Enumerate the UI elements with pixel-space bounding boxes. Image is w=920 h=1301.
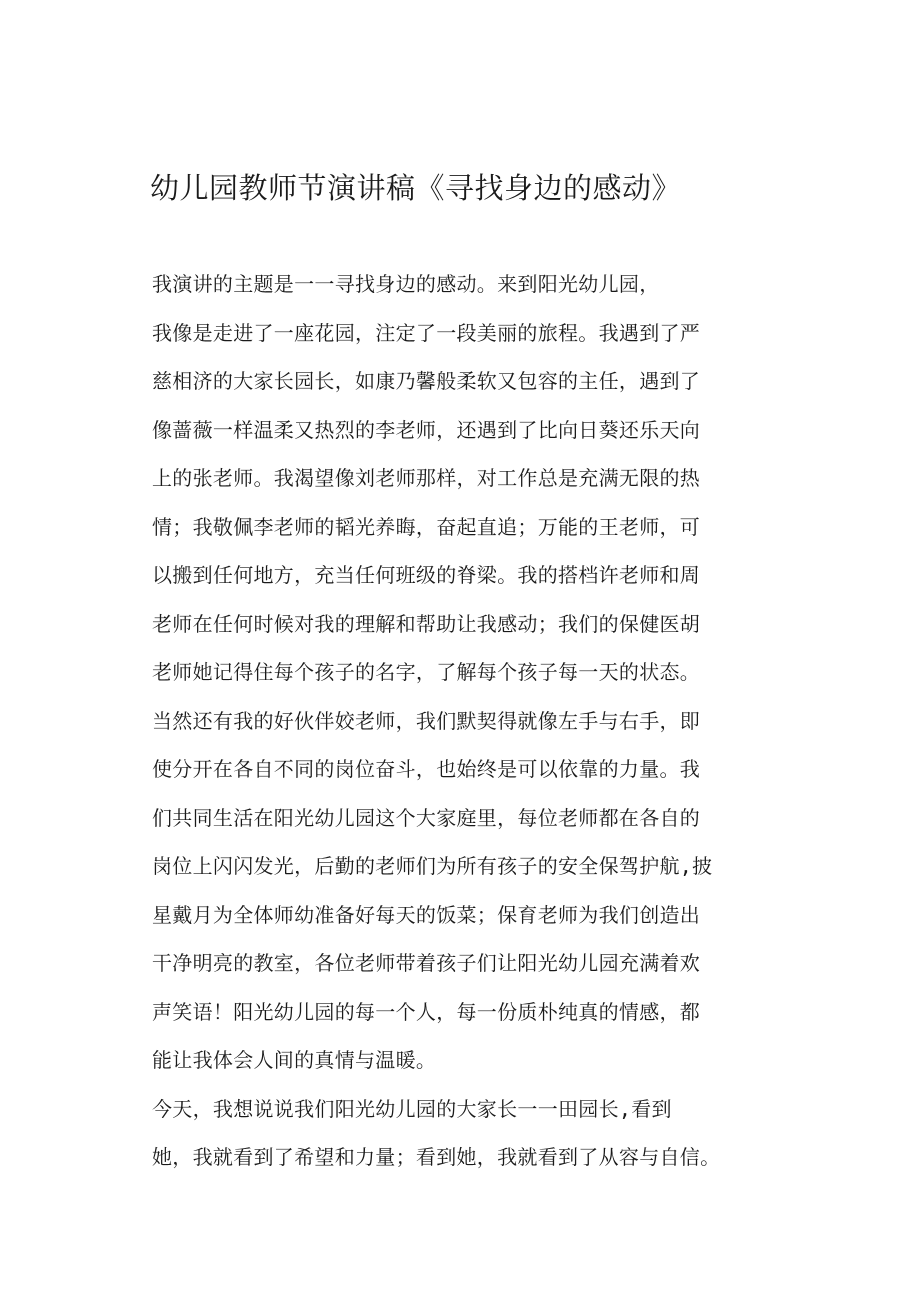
text-line: 老师在任何时候对我的理解和帮助让我感动；我们的保健医胡 [152,611,701,636]
text-line: 使分开在各自不同的岗位奋斗，也始终是可以依靠的力量。我 [152,757,701,781]
text-line: 今天，我想说说我们阳光幼儿园的大家长一一田园长,看到 [152,1096,672,1121]
text-line: 能让我体会人间的真情与温暖。 [152,1048,437,1072]
text-line: 当然还有我的好伙伴姣老师，我们默契得就像左手与右手，即 [152,708,701,733]
text-line: 我像是走进了一座花园，注定了一段美丽的旅程。我遇到了严 [152,320,701,345]
document-title: 幼儿园教师节演讲稿《寻找身边的感动》 [150,171,682,205]
text-line: 像蔷薇一样温柔又热烈的李老师，还遇到了比向日葵还乐天向 [152,417,701,442]
text-line: 声笑语！阳光幼儿园的每一个人，每一份质朴纯真的情感，都 [152,999,701,1024]
text-line: 们共同生活在阳光幼儿园这个大家庭里，每位老师都在各自的 [152,805,701,830]
text-line: 星戴月为全体师幼准备好每天的饭菜；保育老师为我们创造出 [152,902,701,927]
text-line: 岗位上闪闪发光，后勤的老师们为所有孩子的安全保驾护航,披 [152,854,713,878]
text-line: 情；我敬佩李老师的韬光养晦，奋起直追；万能的王老师，可 [152,514,701,539]
text-line: 我演讲的主题是一一寻找身边的感动。来到阳光幼儿园， [152,272,660,296]
text-line: 老师她记得住每个孩子的名字，了解每个孩子每一天的状态。 [152,660,701,684]
text-line: 慈相济的大家长园长，如康乃馨般柔软又包容的主任，遇到了 [152,369,701,393]
document-body [152,260,792,1182]
text-line: 她，我就看到了希望和力量；看到她，我就看到了从容与自信。 [152,1145,721,1169]
text-line: 干净明亮的教室，各位老师带着孩子们让阳光幼儿园充满着欢 [152,951,701,975]
text-line: 以搬到任何地方，充当任何班级的脊梁。我的搭档许老师和周 [152,563,701,587]
text-line: 上的张老师。我渴望像刘老师那样，对工作总是充满无限的热 [152,466,701,490]
